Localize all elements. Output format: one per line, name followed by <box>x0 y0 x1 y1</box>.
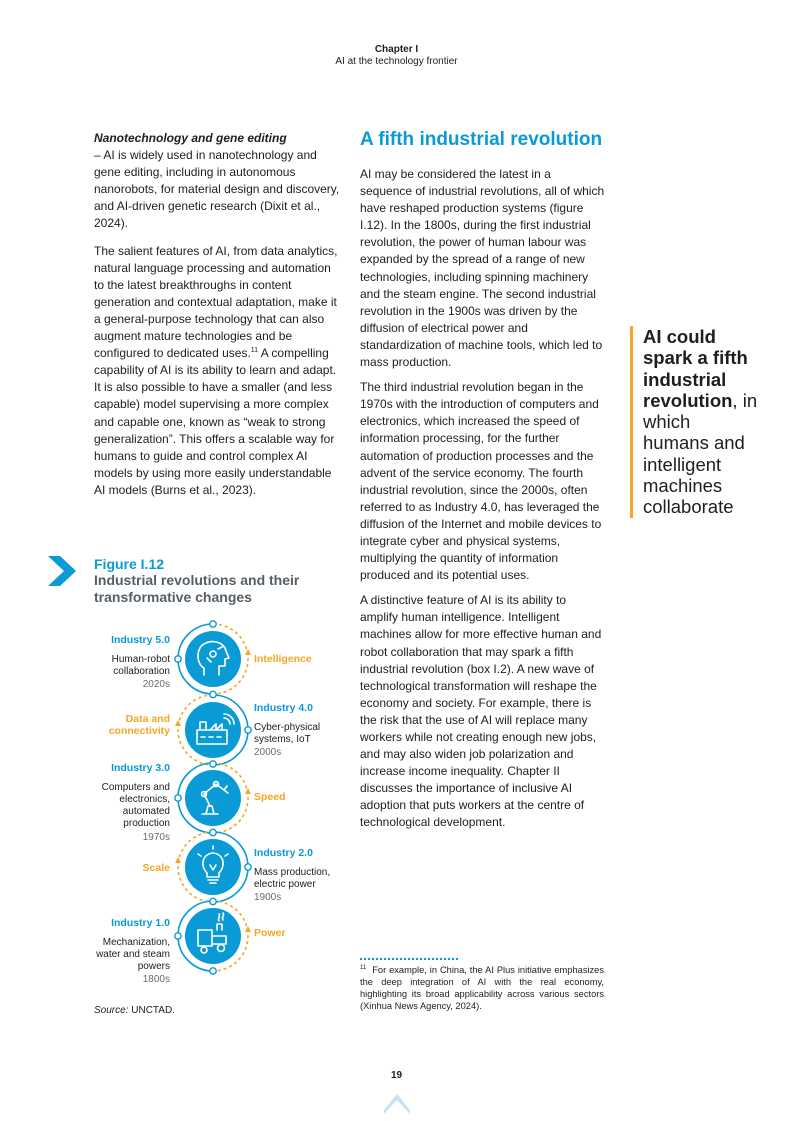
footnote <box>360 964 604 1012</box>
industry-4-label: Industry 4.0 <box>254 702 313 714</box>
pull-quote <box>630 326 760 518</box>
industrial-revolutions-diagram <box>90 618 350 988</box>
industry-2-label: Industry 2.0 <box>254 847 313 859</box>
industry-1-year: 1800s <box>142 974 170 985</box>
paragraph-text-a: The salient features of AI, from data analytics, natural language processing and automation to the latest breakthroughs in content generation and contextual adaptation, make it a general-purpose technology that can also augment mature technologies and be configured to dedicated uses. <box>94 243 338 361</box>
paragraph-salient-features <box>94 243 340 499</box>
feature-speed: Speed <box>254 791 286 803</box>
feature-data-connectivity: Data and connectivity <box>108 713 170 737</box>
industry-2-description: Mass production, electric power <box>254 867 331 890</box>
footnote-divider <box>360 958 458 960</box>
industry-4-description: Cyber-physical systems, IoT <box>254 722 321 745</box>
page-number: 19 <box>390 1070 403 1081</box>
figure-number: Figure I.12 <box>94 556 165 572</box>
chapter-label: Chapter I <box>374 44 419 55</box>
back-to-top-chevron-icon[interactable] <box>384 1088 410 1114</box>
industry-5-description: Human-robot collaboration <box>111 654 170 677</box>
industry-5-label: Industry 5.0 <box>111 634 170 646</box>
industry-2-year: 1900s <box>254 892 282 903</box>
pull-quote-bold: AI could spark a fifth industrial revolution <box>643 326 748 411</box>
paragraph: The third industrial revolution began in the 1970s with the introduction of computers and electronics, which increased the speed of information processing, for the further automation of production processes and the advent of the service economy. The fourth industrial revolution, since the 2000s, often referred to as Industry 4.0, has leveraged the diffusion of the Internet and mobile devices to integrate cyber and physical systems, multiplying the quantity of information produced and its potential uses. <box>360 380 602 583</box>
industry-3-label: Industry 3.0 <box>111 762 170 774</box>
figure-chevron-icon <box>48 556 76 586</box>
pull-quote-comma: , <box>732 389 738 411</box>
paragraph-text-b: A compelling capability of AI is its ability to learn and adapt. It is also possible to have a smaller (and less capable) model supervising a more complex and capable one, known as “weak to strong generalization”. This offers a scalable way for humans to guide and control complex AI models by using more easily understandable AI models (Burns et al., 2023). <box>94 346 337 497</box>
industry-3-year: 1970s <box>142 832 170 843</box>
source-label: Source: <box>94 1005 129 1016</box>
chapter-subtitle: AI at the technology frontier <box>335 56 458 67</box>
footnote-number: 11 <box>360 965 367 971</box>
figure-title-block <box>94 556 340 606</box>
source-value: UNCTAD. <box>128 1005 175 1016</box>
paragraph-nanotech <box>94 130 340 233</box>
paragraph-heading: Nanotechnology and gene editing <box>94 131 287 145</box>
industry-3-description: Computers and electronics, automated production <box>101 782 170 829</box>
figure-title: Industrial revolutions and their transformative changes <box>94 572 300 605</box>
footnote-reference[interactable]: 11 <box>250 347 259 355</box>
paragraph: AI may be considered the latest in a sequence of industrial revolutions, all of which have reshaped production systems (figure I.12). In the 1800s, during the first industrial revolution, the power of human labour was expanded by the spread of a range of new technologies, including spinning machinery and the steam engine. The second industrial revolution in the 1900s was driven by the diffusion of electrical power and standardization of machine tools, which led to mass production. <box>360 167 605 370</box>
page-header <box>0 44 793 68</box>
industry-4-year: 2000s <box>254 747 282 758</box>
feature-scale: Scale <box>142 862 170 874</box>
middle-column <box>360 128 606 840</box>
section-heading: A fifth industrial revolution <box>360 129 603 150</box>
left-column <box>94 130 340 509</box>
industry-1-label: Industry 1.0 <box>111 917 170 929</box>
industry-5-year: 2020s <box>142 679 170 690</box>
paragraph-body: – AI is widely used in nanotechnology and gene editing, including in autonomous nanorobots, for material design and discovery, and AI-driven genetic research (Dixit et al., 2024). <box>94 148 340 231</box>
feature-power: Power <box>254 927 286 939</box>
pull-quote-rest: in which humans and intelligent machines collaborate <box>643 389 758 518</box>
footnote-text: For example, in China, the AI Plus initiative emphasizes the deep integration of AI with the real economy, highlighting its broad applicability across various sectors (Xinhua News Agency, 2024). <box>360 965 604 1011</box>
figure-source <box>94 1005 175 1017</box>
paragraph: A distinctive feature of AI is its ability to amplify human intelligence. Intelligent machines allow for more effective human and robot collaboration that may spark a fifth industrial revolution (box I.2). A new wave of technological transformation will reshape the economy and society. For example, there is the risk that the use of AI will replace many workers while not creating enough new jobs, and may also widen job polarization and increase income inequality. Chapter II discusses the importance of inclusive AI adoption that puts workers at the centre of technological development. <box>360 593 602 830</box>
industry-1-description: Mechanization, water and steam powers <box>96 937 170 972</box>
feature-intelligence: Intelligence <box>254 653 312 665</box>
